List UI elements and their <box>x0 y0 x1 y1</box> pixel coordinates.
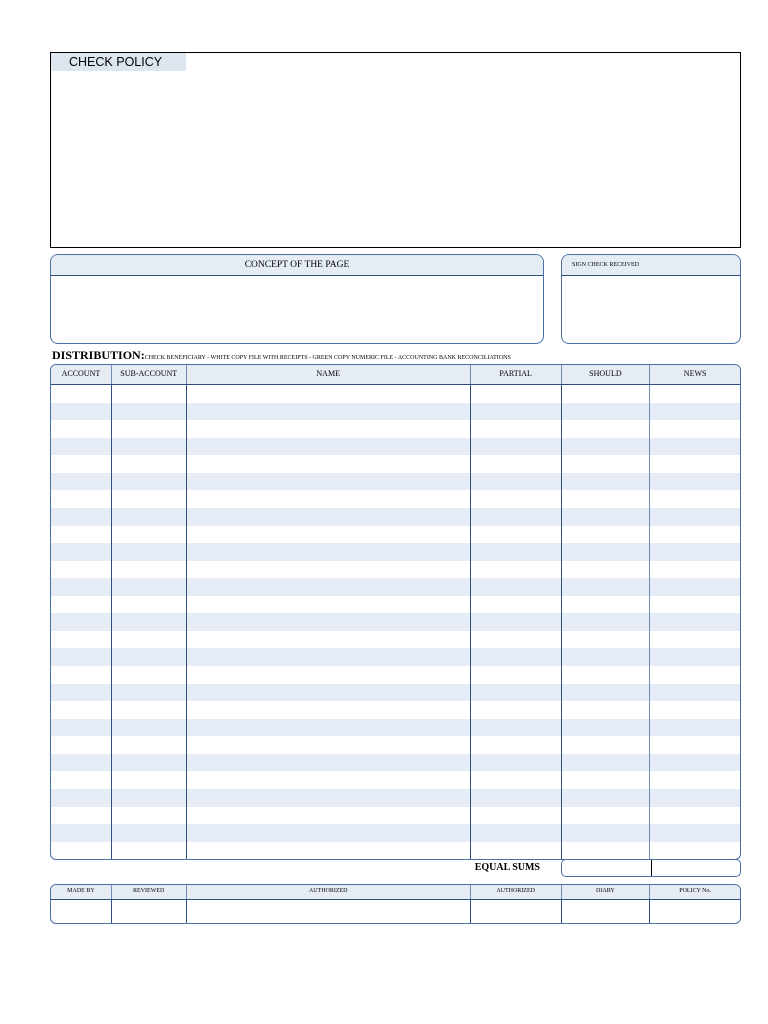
account-cell[interactable] <box>51 666 112 684</box>
sub-account-cell[interactable] <box>112 648 187 666</box>
should-cell[interactable] <box>562 420 651 438</box>
table-row <box>51 473 740 491</box>
partial-cell[interactable] <box>471 719 562 737</box>
account-cell[interactable] <box>51 385 112 403</box>
name-cell[interactable] <box>187 508 471 526</box>
should-cell[interactable] <box>562 684 651 702</box>
account-cell[interactable] <box>51 719 112 737</box>
table-row <box>51 666 740 684</box>
sub-account-cell[interactable] <box>112 789 187 807</box>
partial-cell[interactable] <box>471 631 562 649</box>
news-cell[interactable] <box>650 648 740 666</box>
should-cell[interactable] <box>562 596 651 614</box>
name-cell[interactable] <box>187 561 471 579</box>
name-cell[interactable] <box>187 578 471 596</box>
account-cell[interactable] <box>51 631 112 649</box>
should-cell[interactable] <box>562 789 651 807</box>
partial-cell[interactable] <box>471 578 562 596</box>
sub-account-cell[interactable] <box>112 754 187 772</box>
table-row <box>51 684 740 702</box>
table-row <box>51 771 740 789</box>
table-row <box>51 438 740 456</box>
policy-number-field[interactable] <box>650 900 740 923</box>
diary-field[interactable] <box>562 900 651 923</box>
partial-cell[interactable] <box>471 736 562 754</box>
account-cell[interactable] <box>51 684 112 702</box>
concept-field[interactable] <box>51 276 543 344</box>
sub-account-cell[interactable] <box>112 684 187 702</box>
news-total-field[interactable] <box>652 860 741 876</box>
partial-cell[interactable] <box>471 508 562 526</box>
news-cell[interactable] <box>650 824 740 842</box>
news-cell[interactable] <box>650 438 740 456</box>
authorized-label-1: AUTHORIZED <box>187 885 471 899</box>
table-header <box>51 365 740 385</box>
distribution-line <box>52 346 752 362</box>
should-cell[interactable] <box>562 438 651 456</box>
signature-table <box>50 884 741 924</box>
partial-cell[interactable] <box>471 754 562 772</box>
sub-account-cell[interactable] <box>112 842 187 860</box>
table-row <box>51 754 740 772</box>
partial-cell[interactable] <box>471 807 562 825</box>
table-body <box>51 385 740 859</box>
check-area <box>50 52 741 248</box>
sub-account-cell[interactable] <box>112 543 187 561</box>
made-by-field[interactable] <box>51 900 112 923</box>
equal-sums-fields <box>561 859 741 877</box>
name-cell[interactable] <box>187 455 471 473</box>
partial-cell[interactable] <box>471 789 562 807</box>
partial-cell[interactable] <box>471 684 562 702</box>
should-cell[interactable] <box>562 561 651 579</box>
name-cell[interactable] <box>187 613 471 631</box>
news-cell[interactable] <box>650 719 740 737</box>
account-cell[interactable] <box>51 754 112 772</box>
sub-account-cell[interactable] <box>112 807 187 825</box>
news-cell[interactable] <box>650 561 740 579</box>
table-row <box>51 824 740 842</box>
partial-cell[interactable] <box>471 771 562 789</box>
made-by-label: MADE BY <box>51 885 112 899</box>
sub-account-cell[interactable] <box>112 596 187 614</box>
table-row <box>51 648 740 666</box>
name-cell[interactable] <box>187 789 471 807</box>
sign-check-box <box>561 254 741 344</box>
sub-account-cell[interactable] <box>112 473 187 491</box>
account-cell[interactable] <box>51 578 112 596</box>
should-cell[interactable] <box>562 771 651 789</box>
news-cell[interactable] <box>650 736 740 754</box>
name-cell[interactable] <box>187 684 471 702</box>
name-cell[interactable] <box>187 631 471 649</box>
table-row <box>51 455 740 473</box>
news-cell[interactable] <box>650 455 740 473</box>
name-cell[interactable] <box>187 719 471 737</box>
sub-account-cell[interactable] <box>112 719 187 737</box>
signature-row <box>51 900 740 923</box>
news-cell[interactable] <box>650 596 740 614</box>
name-cell[interactable] <box>187 701 471 719</box>
sub-account-cell[interactable] <box>112 578 187 596</box>
table-row <box>51 631 740 649</box>
table-row <box>51 613 740 631</box>
partial-cell[interactable] <box>471 596 562 614</box>
account-cell[interactable] <box>51 526 112 544</box>
news-cell[interactable] <box>650 473 740 491</box>
table-row <box>51 807 740 825</box>
partial-cell[interactable] <box>471 543 562 561</box>
should-cell[interactable] <box>562 508 651 526</box>
should-cell[interactable] <box>562 631 651 649</box>
sub-account-cell[interactable] <box>112 403 187 421</box>
should-cell[interactable] <box>562 490 651 508</box>
should-cell[interactable] <box>562 701 651 719</box>
should-cell[interactable] <box>562 842 651 860</box>
should-cell[interactable] <box>562 455 651 473</box>
should-cell[interactable] <box>562 403 651 421</box>
sub-account-cell[interactable] <box>112 385 187 403</box>
name-cell[interactable] <box>187 526 471 544</box>
should-cell[interactable] <box>562 648 651 666</box>
name-cell[interactable] <box>187 473 471 491</box>
account-cell[interactable] <box>51 842 112 860</box>
table-row <box>51 701 740 719</box>
news-cell[interactable] <box>650 420 740 438</box>
account-cell[interactable] <box>51 789 112 807</box>
accounting-table <box>50 364 741 860</box>
table-row <box>51 596 740 614</box>
account-cell[interactable] <box>51 490 112 508</box>
partial-cell[interactable] <box>471 561 562 579</box>
partial-cell[interactable] <box>471 613 562 631</box>
distribution-text: CHECK BENEFICIARY - WHITE COPY FILE WITH RECEIPTS - GREEN COPY NUMERIC FILE - ACCOUNTING BANK RECONCILIATIONS <box>144 355 511 361</box>
should-cell[interactable] <box>562 754 651 772</box>
table-row <box>51 543 740 561</box>
account-cell[interactable] <box>51 596 112 614</box>
sub-account-cell[interactable] <box>112 736 187 754</box>
account-cell[interactable] <box>51 824 112 842</box>
column-header-news: NEWS <box>683 369 707 378</box>
authorized-label-2: AUTHORIZED <box>471 885 562 899</box>
sub-account-cell[interactable] <box>112 455 187 473</box>
concept-title: CONCEPT OF THE PAGE <box>51 255 543 276</box>
sub-account-cell[interactable] <box>112 631 187 649</box>
news-cell[interactable] <box>650 701 740 719</box>
concept-box <box>50 254 544 344</box>
news-cell[interactable] <box>650 771 740 789</box>
should-cell[interactable] <box>562 526 651 544</box>
partial-cell[interactable] <box>471 420 562 438</box>
partial-cell[interactable] <box>471 385 562 403</box>
column-header-partial: PARTIAL <box>471 365 562 384</box>
name-cell[interactable] <box>187 807 471 825</box>
sign-check-title: SIGN CHECK RECEIVED <box>562 255 740 276</box>
account-cell[interactable] <box>51 771 112 789</box>
sub-account-cell[interactable] <box>112 508 187 526</box>
partial-cell[interactable] <box>471 455 562 473</box>
name-cell[interactable] <box>187 771 471 789</box>
partial-cell[interactable] <box>471 403 562 421</box>
distribution-label: DISTRIBUTION: <box>52 348 145 362</box>
table-row <box>51 842 740 860</box>
account-cell[interactable] <box>51 438 112 456</box>
should-total-field[interactable] <box>562 860 652 876</box>
news-cell[interactable] <box>650 543 740 561</box>
should-cell[interactable] <box>562 666 651 684</box>
news-cell[interactable] <box>650 631 740 649</box>
account-cell[interactable] <box>51 420 112 438</box>
table-row <box>51 526 740 544</box>
table-row <box>51 508 740 526</box>
sub-account-cell[interactable] <box>112 438 187 456</box>
news-cell[interactable] <box>650 526 740 544</box>
account-cell[interactable] <box>51 403 112 421</box>
sub-account-cell[interactable] <box>112 701 187 719</box>
diary-label: DIARY <box>562 885 651 899</box>
account-cell[interactable] <box>51 613 112 631</box>
name-cell[interactable] <box>187 420 471 438</box>
should-cell[interactable] <box>562 385 651 403</box>
partial-cell[interactable] <box>471 666 562 684</box>
name-cell[interactable] <box>187 490 471 508</box>
column-header-sub-account: SUB-ACCOUNT <box>112 365 187 384</box>
partial-cell[interactable] <box>471 648 562 666</box>
name-cell[interactable] <box>187 824 471 842</box>
table-row <box>51 561 740 579</box>
account-cell[interactable] <box>51 648 112 666</box>
column-header-should: SHOULD <box>562 365 651 384</box>
table-row <box>51 420 740 438</box>
name-cell[interactable] <box>187 385 471 403</box>
should-cell[interactable] <box>562 543 651 561</box>
account-cell[interactable] <box>51 455 112 473</box>
sub-account-cell[interactable] <box>112 561 187 579</box>
column-header-name: NAME <box>187 365 471 384</box>
table-row <box>51 490 740 508</box>
should-cell[interactable] <box>562 719 651 737</box>
should-cell[interactable] <box>562 824 651 842</box>
table-row <box>51 385 740 403</box>
partial-cell[interactable] <box>471 526 562 544</box>
table-row <box>51 719 740 737</box>
partial-cell[interactable] <box>471 701 562 719</box>
name-cell[interactable] <box>187 403 471 421</box>
policy-number-label: POLICY No. <box>679 888 712 894</box>
news-cell[interactable] <box>650 754 740 772</box>
news-cell[interactable] <box>650 613 740 631</box>
reviewed-field[interactable] <box>112 900 187 923</box>
partial-cell[interactable] <box>471 490 562 508</box>
sub-account-cell[interactable] <box>112 420 187 438</box>
name-cell[interactable] <box>187 842 471 860</box>
account-cell[interactable] <box>51 543 112 561</box>
name-cell[interactable] <box>187 648 471 666</box>
account-cell[interactable] <box>51 561 112 579</box>
news-cell[interactable] <box>650 403 740 421</box>
name-cell[interactable] <box>187 666 471 684</box>
signature-header <box>51 885 740 900</box>
column-header-account: ACCOUNT <box>51 365 112 384</box>
reviewed-label: REVIEWED <box>112 885 187 899</box>
table-row <box>51 736 740 754</box>
sub-account-cell[interactable] <box>112 526 187 544</box>
equal-sums-label: EQUAL SUMS <box>474 862 540 873</box>
partial-cell[interactable] <box>471 842 562 860</box>
account-cell[interactable] <box>51 701 112 719</box>
news-cell[interactable] <box>650 789 740 807</box>
name-cell[interactable] <box>187 596 471 614</box>
news-cell[interactable] <box>650 666 740 684</box>
news-cell[interactable] <box>650 508 740 526</box>
partial-cell[interactable] <box>471 824 562 842</box>
sub-account-cell[interactable] <box>112 666 187 684</box>
partial-cell[interactable] <box>471 438 562 456</box>
news-cell[interactable] <box>650 578 740 596</box>
news-cell[interactable] <box>650 807 740 825</box>
authorized-field-1[interactable] <box>187 900 471 923</box>
account-cell[interactable] <box>51 508 112 526</box>
authorized-field-2[interactable] <box>471 900 562 923</box>
sub-account-cell[interactable] <box>112 824 187 842</box>
account-cell[interactable] <box>51 807 112 825</box>
news-cell[interactable] <box>650 684 740 702</box>
name-cell[interactable] <box>187 754 471 772</box>
sub-account-cell[interactable] <box>112 613 187 631</box>
news-cell[interactable] <box>650 842 740 860</box>
check-policy-title: CHECK POLICY <box>51 53 186 71</box>
partial-cell[interactable] <box>471 473 562 491</box>
table-row <box>51 403 740 421</box>
should-cell[interactable] <box>562 578 651 596</box>
name-cell[interactable] <box>187 736 471 754</box>
account-cell[interactable] <box>51 736 112 754</box>
should-cell[interactable] <box>562 473 651 491</box>
name-cell[interactable] <box>187 438 471 456</box>
sub-account-cell[interactable] <box>112 490 187 508</box>
should-cell[interactable] <box>562 807 651 825</box>
table-row <box>51 578 740 596</box>
should-cell[interactable] <box>562 613 651 631</box>
news-cell[interactable] <box>650 490 740 508</box>
sign-check-field[interactable] <box>562 276 740 344</box>
account-cell[interactable] <box>51 473 112 491</box>
name-cell[interactable] <box>187 543 471 561</box>
sub-account-cell[interactable] <box>112 771 187 789</box>
table-row <box>51 789 740 807</box>
news-cell[interactable] <box>650 385 740 403</box>
should-cell[interactable] <box>562 736 651 754</box>
